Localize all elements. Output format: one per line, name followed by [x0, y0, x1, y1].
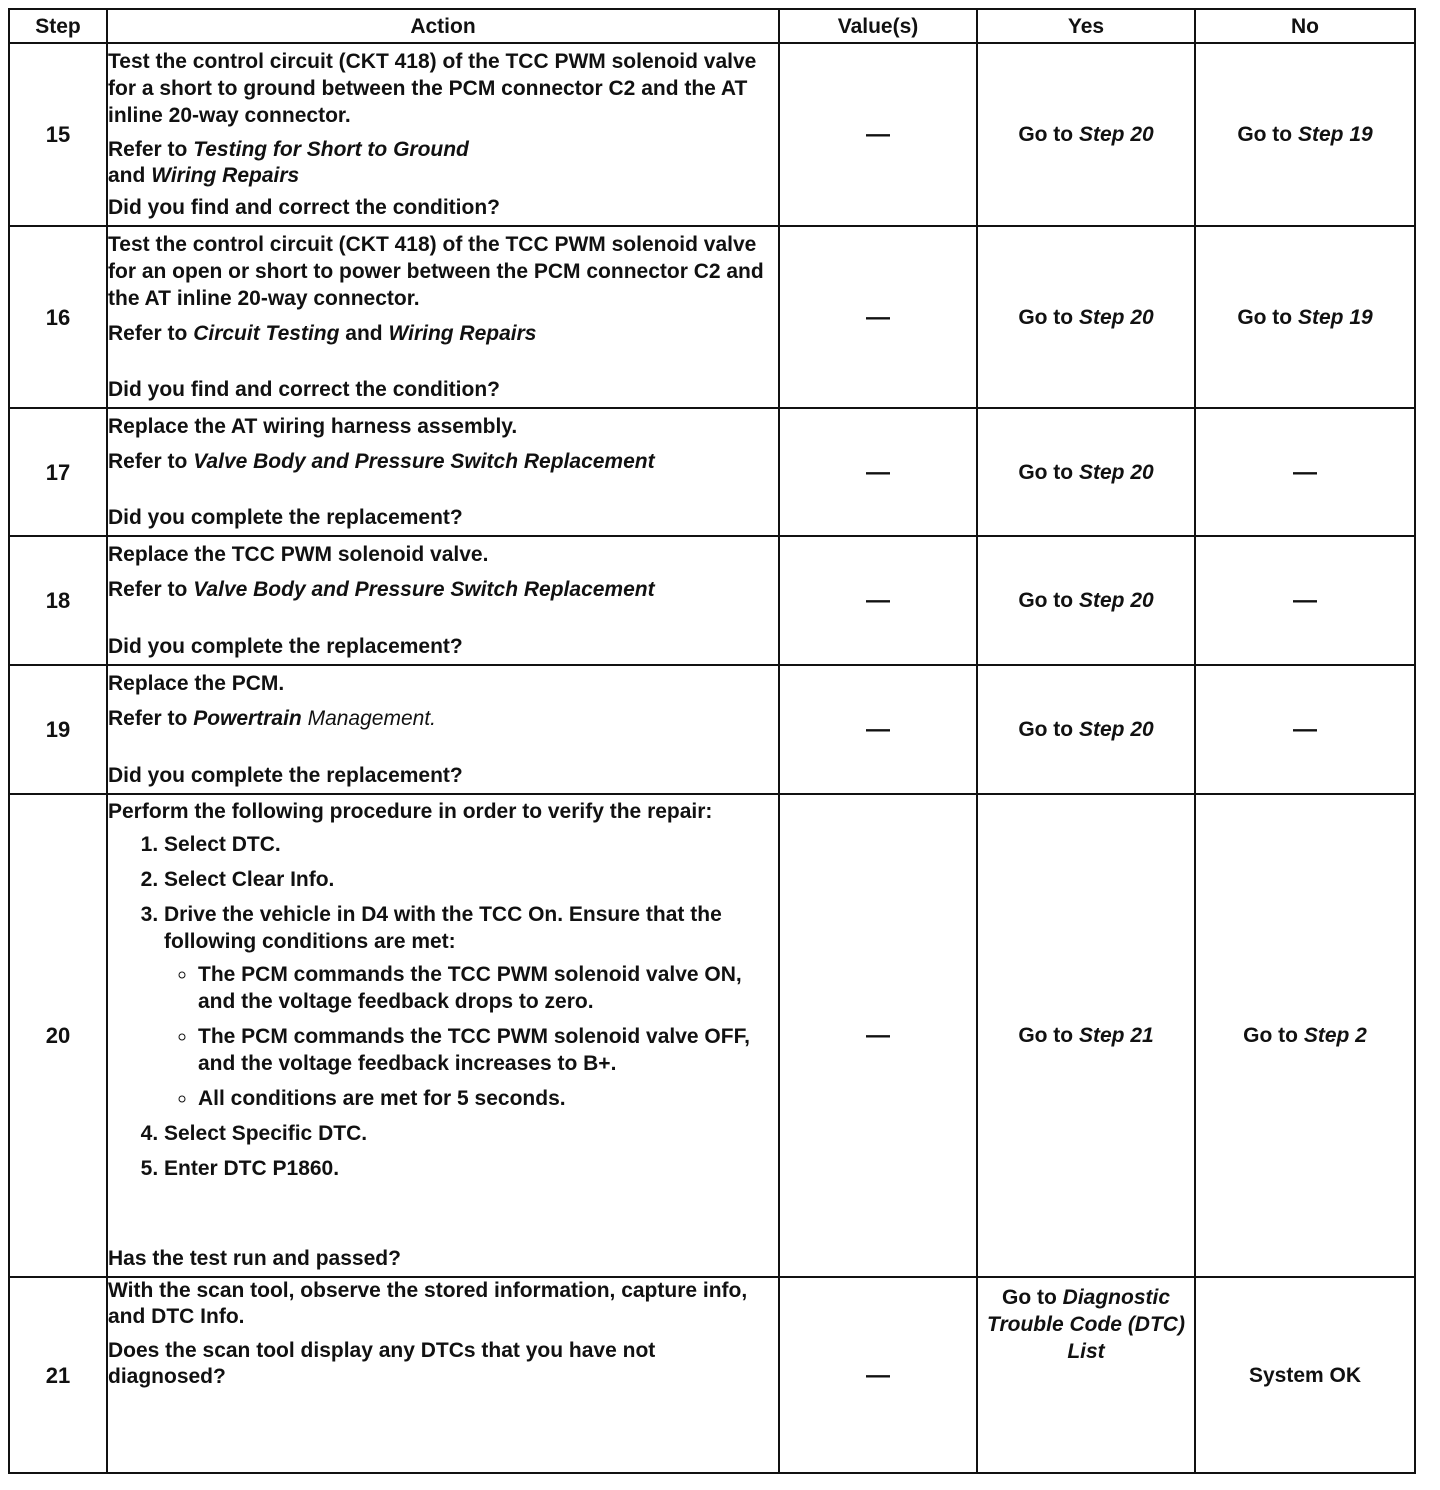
no-cell: — [1195, 536, 1415, 665]
condition-list [164, 961, 778, 1112]
yes-cell [977, 536, 1195, 665]
header-row [9, 9, 1415, 43]
value-cell: — [779, 794, 977, 1277]
yes-cell [977, 794, 1195, 1277]
refer-and: and [108, 164, 146, 187]
no-cell: — [1195, 665, 1415, 794]
procedure-step-text: Select Clear Info. [164, 868, 335, 891]
refer-prefix: Refer to [108, 450, 188, 473]
go-to-label: Go to [1018, 589, 1074, 612]
procedure-step [164, 1120, 778, 1147]
refer-line [108, 320, 778, 347]
refer-line [108, 137, 778, 189]
yes-step-link[interactable]: Step 20 [1078, 589, 1154, 612]
header-action: Action [107, 9, 779, 43]
step-number: 16 [9, 226, 107, 408]
refer-line [108, 448, 778, 475]
question-text: Did you find and correct the condition? [108, 378, 500, 401]
header-step: Step [9, 9, 107, 43]
value-cell: — [779, 1277, 977, 1473]
link-valve-body-replacement[interactable]: Valve Body and Pressure Switch Replacement [193, 578, 655, 601]
action-cell [107, 1277, 779, 1473]
no-cell [1195, 43, 1415, 226]
header-no: No [1195, 9, 1415, 43]
table-row-step-18 [9, 536, 1415, 665]
action-cell [107, 408, 779, 536]
no-cell [1195, 794, 1415, 1277]
go-to-label: Go to [1001, 1286, 1057, 1309]
question-text: Has the test run and passed? [108, 1247, 401, 1270]
link-circuit-testing[interactable]: Circuit Testing [193, 322, 340, 345]
yes-step-link[interactable]: Step 20 [1078, 460, 1154, 484]
step-number: 19 [9, 665, 107, 794]
no-cell: System OK [1195, 1277, 1415, 1473]
refer-prefix: Refer to [108, 138, 188, 161]
yes-cell [977, 408, 1195, 536]
no-step-link[interactable]: Step 19 [1297, 123, 1373, 146]
refer-and: and [345, 322, 383, 345]
link-valve-body-replacement[interactable]: Valve Body and Pressure Switch Replacement [193, 450, 655, 473]
yes-step-link[interactable]: Step 21 [1078, 1024, 1154, 1047]
step-number: 21 [9, 1277, 107, 1473]
refer-line [108, 576, 778, 603]
link-powertrain-management-tail[interactable]: Management. [307, 707, 436, 730]
link-wiring-repairs[interactable]: Wiring Repairs [388, 322, 537, 345]
refer-prefix: Refer to [108, 322, 188, 345]
go-to-label: Go to [1237, 305, 1293, 329]
no-cell: — [1195, 408, 1415, 536]
procedure-step [164, 831, 778, 858]
yes-cell [977, 665, 1195, 794]
procedure-list [108, 831, 778, 1182]
action-cell [107, 794, 779, 1277]
link-testing-short-ground[interactable]: Testing for Short to Ground [193, 138, 469, 161]
action-text: Test the control circuit (CKT 418) of the TCC PWM solenoid valve for a short to ground between the PCM connector C2 and the AT inline 20-way connector. [108, 50, 757, 127]
action-text: Replace the PCM. [108, 672, 285, 695]
diagnostic-table [8, 8, 1416, 1474]
go-to-label: Go to [1018, 1024, 1074, 1047]
table-row-step-16 [9, 226, 1415, 408]
condition-item: ◦ The PCM commands the TCC PWM solenoid valve OFF, and the voltage feedback increases to B+. [198, 1023, 778, 1077]
procedure-step [164, 1155, 778, 1182]
procedure-step [164, 901, 778, 1112]
question-text: Did you complete the replacement? [108, 635, 463, 658]
procedure-step-text: Drive the vehicle in D4 with the TCC On. Ensure that the following conditions are met: [164, 903, 722, 953]
link-wiring-repairs[interactable]: Wiring Repairs [151, 164, 300, 187]
action-cell [107, 43, 779, 226]
action-text: Replace the TCC PWM solenoid valve. [108, 543, 489, 566]
yes-cell [977, 1277, 1195, 1473]
yes-step-link[interactable]: Step 20 [1078, 718, 1154, 741]
condition-item: ◦ The PCM commands the TCC PWM solenoid valve ON, and the voltage feedback drops to zero. [198, 961, 778, 1015]
link-dtc-list[interactable]: Diagnostic Trouble Code (DTC) List [987, 1286, 1185, 1363]
value-cell: — [779, 536, 977, 665]
action-text: Replace the AT wiring harness assembly. [108, 415, 518, 438]
value-cell: — [779, 226, 977, 408]
go-to-label: Go to [1243, 1024, 1298, 1047]
question-text: Did you find and correct the condition? [108, 196, 500, 219]
go-to-label: Go to [1018, 460, 1074, 484]
link-powertrain-management[interactable]: Powertrain [193, 707, 302, 730]
condition-item: ◦ All conditions are met for 5 seconds. [198, 1085, 778, 1112]
no-step-link[interactable]: Step 2 [1303, 1024, 1367, 1047]
table-row-step-21 [9, 1277, 1415, 1473]
refer-line [108, 705, 778, 732]
go-to-label: Go to [1018, 123, 1074, 146]
header-values: Value(s) [779, 9, 977, 43]
table-row-step-15 [9, 43, 1415, 226]
table-row-step-20 [9, 794, 1415, 1277]
value-cell: — [779, 43, 977, 226]
procedure-step-text: Select Specific DTC. [164, 1122, 368, 1145]
step-number: 18 [9, 536, 107, 665]
yes-cell [977, 226, 1195, 408]
go-to-label: Go to [1237, 123, 1293, 146]
action-text: With the scan tool, observe the stored information, capture info, and DTC Info. [108, 1279, 748, 1328]
step-number: 20 [9, 794, 107, 1277]
question-text: Did you complete the replacement? [108, 506, 463, 529]
step-number: 17 [9, 408, 107, 536]
yes-step-link[interactable]: Step 20 [1078, 123, 1154, 146]
question-text: Did you complete the replacement? [108, 764, 463, 787]
table-row-step-17 [9, 408, 1415, 536]
question-text: Does the scan tool display any DTCs that you have not diagnosed? [108, 1339, 656, 1388]
action-cell [107, 665, 779, 794]
action-cell [107, 226, 779, 408]
value-cell: — [779, 665, 977, 794]
action-cell [107, 536, 779, 665]
value-cell: — [779, 408, 977, 536]
refer-prefix: Refer to [108, 578, 188, 601]
procedure-step-text: Enter DTC P1860. [164, 1157, 340, 1180]
yes-cell [977, 43, 1195, 226]
step-number: 15 [9, 43, 107, 226]
no-cell [1195, 226, 1415, 408]
go-to-label: Go to [1018, 305, 1074, 329]
no-step-link[interactable]: Step 19 [1297, 305, 1373, 329]
procedure-intro: Perform the following procedure in order to verify the repair: [108, 800, 713, 823]
table-row-step-19 [9, 665, 1415, 794]
procedure-step [164, 866, 778, 893]
go-to-label: Go to [1018, 718, 1074, 741]
action-text: Test the control circuit (CKT 418) of the TCC PWM solenoid valve for an open or short to power between the PCM connector C2 and the AT inline 20-way connector. [108, 233, 764, 310]
refer-prefix: Refer to [108, 707, 188, 730]
header-yes: Yes [977, 9, 1195, 43]
yes-step-link[interactable]: Step 20 [1078, 305, 1154, 329]
procedure-step-text: Select DTC. [164, 833, 281, 856]
